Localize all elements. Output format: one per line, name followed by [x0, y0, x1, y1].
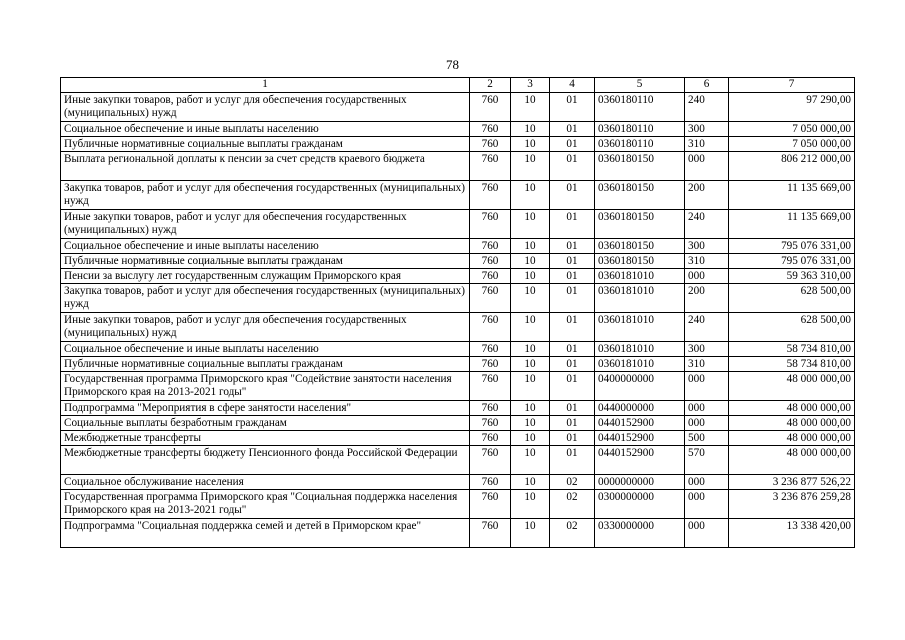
row-section-cell: 10 [511, 342, 550, 357]
row-subsection-cell: 01 [550, 342, 595, 357]
row-section-cell: 10 [511, 313, 550, 342]
table-row [61, 401, 855, 416]
row-expense-type-cell: 240 [685, 210, 729, 239]
row-section-cell: 10 [511, 269, 550, 284]
column-header: 3 [511, 78, 550, 93]
row-code-cell: 760 [470, 137, 511, 152]
row-section-cell: 10 [511, 416, 550, 431]
table-row [61, 431, 855, 446]
row-expense-type-cell: 200 [685, 181, 729, 210]
row-subsection-cell: 02 [550, 475, 595, 490]
table-row [61, 122, 855, 137]
row-section-cell: 10 [511, 152, 550, 181]
row-section-cell: 10 [511, 181, 550, 210]
row-amount-cell: 3 236 877 526,22 [729, 475, 855, 490]
row-section-cell: 10 [511, 210, 550, 239]
row-target-article-cell: 0360180150 [595, 152, 685, 181]
row-target-article-cell: 0360181010 [595, 357, 685, 372]
table-row [61, 372, 855, 401]
row-code-cell: 760 [470, 446, 511, 475]
row-expense-type-cell: 240 [685, 313, 729, 342]
row-target-article-cell: 0360181010 [595, 313, 685, 342]
row-subsection-cell: 01 [550, 357, 595, 372]
row-subsection-cell: 01 [550, 254, 595, 269]
row-expense-type-cell: 300 [685, 342, 729, 357]
row-code-cell: 760 [470, 342, 511, 357]
row-amount-cell: 795 076 331,00 [729, 254, 855, 269]
row-name-cell: Государственная программа Приморского края "Социальная поддержка населения Приморского края на 2013-2021 годы" [61, 490, 470, 519]
row-section-cell: 10 [511, 239, 550, 254]
row-subsection-cell: 01 [550, 313, 595, 342]
row-expense-type-cell: 500 [685, 431, 729, 446]
row-section-cell: 10 [511, 431, 550, 446]
row-subsection-cell: 01 [550, 446, 595, 475]
row-expense-type-cell: 000 [685, 152, 729, 181]
table-body [61, 78, 855, 548]
row-name-cell: Публичные нормативные социальные выплаты гражданам [61, 137, 470, 152]
row-target-article-cell: 0440000000 [595, 401, 685, 416]
row-name-cell: Социальное обеспечение и иные выплаты населению [61, 239, 470, 254]
row-code-cell: 760 [470, 401, 511, 416]
row-amount-cell: 48 000 000,00 [729, 431, 855, 446]
row-name-cell: Закупка товаров, работ и услуг для обеспечения государственных (муниципальных) нужд [61, 181, 470, 210]
row-name-cell: Межбюджетные трансферты бюджету Пенсионного фонда Российской Федерации [61, 446, 470, 475]
table-row [61, 342, 855, 357]
row-subsection-cell: 01 [550, 181, 595, 210]
row-code-cell: 760 [470, 357, 511, 372]
row-subsection-cell: 01 [550, 269, 595, 284]
row-subsection-cell: 01 [550, 372, 595, 401]
row-expense-type-cell: 000 [685, 416, 729, 431]
row-code-cell: 760 [470, 181, 511, 210]
row-code-cell: 760 [470, 475, 511, 490]
row-name-cell: Публичные нормативные социальные выплаты гражданам [61, 254, 470, 269]
row-expense-type-cell: 300 [685, 239, 729, 254]
row-code-cell: 760 [470, 269, 511, 284]
row-section-cell: 10 [511, 93, 550, 122]
row-code-cell: 760 [470, 313, 511, 342]
row-code-cell: 760 [470, 239, 511, 254]
row-section-cell: 10 [511, 372, 550, 401]
row-name-cell: Пенсии за выслугу лет государственным служащим Приморского края [61, 269, 470, 284]
row-expense-type-cell: 000 [685, 519, 729, 548]
row-target-article-cell: 0360181010 [595, 269, 685, 284]
row-section-cell: 10 [511, 446, 550, 475]
column-header: 5 [595, 78, 685, 93]
row-amount-cell: 58 734 810,00 [729, 342, 855, 357]
row-code-cell: 760 [470, 416, 511, 431]
row-name-cell: Иные закупки товаров, работ и услуг для обеспечения государственных (муниципальных) нужд [61, 93, 470, 122]
table-row [61, 416, 855, 431]
row-expense-type-cell: 300 [685, 122, 729, 137]
row-amount-cell: 58 734 810,00 [729, 357, 855, 372]
row-target-article-cell: 0000000000 [595, 475, 685, 490]
row-code-cell: 760 [470, 519, 511, 548]
row-section-cell: 10 [511, 122, 550, 137]
row-section-cell: 10 [511, 284, 550, 313]
row-amount-cell: 795 076 331,00 [729, 239, 855, 254]
row-name-cell: Государственная программа Приморского края "Содействие занятости населения Приморского края на 2013-2021 годы" [61, 372, 470, 401]
row-code-cell: 760 [470, 122, 511, 137]
row-amount-cell: 11 135 669,00 [729, 210, 855, 239]
row-name-cell: Публичные нормативные социальные выплаты гражданам [61, 357, 470, 372]
row-amount-cell: 11 135 669,00 [729, 181, 855, 210]
row-name-cell: Социальные выплаты безработным гражданам [61, 416, 470, 431]
table-row [61, 357, 855, 372]
row-subsection-cell: 01 [550, 284, 595, 313]
table-row [61, 152, 855, 181]
row-subsection-cell: 01 [550, 93, 595, 122]
row-subsection-cell: 01 [550, 431, 595, 446]
row-subsection-cell: 01 [550, 401, 595, 416]
row-code-cell: 760 [470, 431, 511, 446]
row-target-article-cell: 0360181010 [595, 342, 685, 357]
row-name-cell: Закупка товаров, работ и услуг для обеспечения государственных (муниципальных) нужд [61, 284, 470, 313]
row-amount-cell: 7 050 000,00 [729, 122, 855, 137]
row-subsection-cell: 02 [550, 519, 595, 548]
row-section-cell: 10 [511, 254, 550, 269]
column-header: 1 [61, 78, 470, 93]
row-amount-cell: 48 000 000,00 [729, 446, 855, 475]
column-header: 2 [470, 78, 511, 93]
row-target-article-cell: 0360180110 [595, 122, 685, 137]
row-expense-type-cell: 000 [685, 490, 729, 519]
row-target-article-cell: 0330000000 [595, 519, 685, 548]
row-code-cell: 760 [470, 254, 511, 269]
table-row [61, 93, 855, 122]
row-amount-cell: 806 212 000,00 [729, 152, 855, 181]
row-subsection-cell: 01 [550, 416, 595, 431]
row-amount-cell: 7 050 000,00 [729, 137, 855, 152]
row-code-cell: 760 [470, 152, 511, 181]
row-target-article-cell: 0360181010 [595, 284, 685, 313]
row-code-cell: 760 [470, 372, 511, 401]
row-section-cell: 10 [511, 401, 550, 416]
table-row [61, 519, 855, 548]
table-row [61, 254, 855, 269]
row-name-cell: Иные закупки товаров, работ и услуг для обеспечения государственных (муниципальных) нужд [61, 210, 470, 239]
row-target-article-cell: 0400000000 [595, 372, 685, 401]
table-row [61, 181, 855, 210]
row-expense-type-cell: 000 [685, 401, 729, 416]
row-name-cell: Межбюджетные трансферты [61, 431, 470, 446]
row-target-article-cell: 0360180150 [595, 210, 685, 239]
table-row [61, 475, 855, 490]
row-expense-type-cell: 000 [685, 372, 729, 401]
page-number: 78 [446, 57, 459, 72]
row-target-article-cell: 0440152900 [595, 416, 685, 431]
table-row [61, 239, 855, 254]
row-amount-cell: 3 236 876 259,28 [729, 490, 855, 519]
row-code-cell: 760 [470, 210, 511, 239]
column-header: 6 [685, 78, 729, 93]
table-row [61, 284, 855, 313]
row-amount-cell: 13 338 420,00 [729, 519, 855, 548]
row-section-cell: 10 [511, 519, 550, 548]
table-row [61, 446, 855, 475]
row-code-cell: 760 [470, 490, 511, 519]
row-expense-type-cell: 200 [685, 284, 729, 313]
row-code-cell: 760 [470, 93, 511, 122]
row-name-cell: Подпрограмма "Мероприятия в сфере занятости населения" [61, 401, 470, 416]
row-amount-cell: 48 000 000,00 [729, 401, 855, 416]
table-row [61, 313, 855, 342]
row-amount-cell: 628 500,00 [729, 284, 855, 313]
row-subsection-cell: 01 [550, 122, 595, 137]
row-target-article-cell: 0440152900 [595, 446, 685, 475]
row-target-article-cell: 0440152900 [595, 431, 685, 446]
table-row [61, 269, 855, 284]
row-subsection-cell: 01 [550, 137, 595, 152]
row-section-cell: 10 [511, 357, 550, 372]
row-target-article-cell: 0360180110 [595, 137, 685, 152]
row-subsection-cell: 01 [550, 152, 595, 181]
table-header-row [61, 78, 855, 93]
table-row [61, 490, 855, 519]
row-expense-type-cell: 310 [685, 357, 729, 372]
row-code-cell: 760 [470, 284, 511, 313]
row-target-article-cell: 0360180110 [595, 93, 685, 122]
row-expense-type-cell: 000 [685, 269, 729, 284]
row-expense-type-cell: 000 [685, 475, 729, 490]
row-subsection-cell: 02 [550, 490, 595, 519]
row-name-cell: Социальное обеспечение и иные выплаты населению [61, 122, 470, 137]
row-subsection-cell: 01 [550, 239, 595, 254]
row-expense-type-cell: 240 [685, 93, 729, 122]
budget-table [60, 77, 855, 548]
row-name-cell: Социальное обслуживание населения [61, 475, 470, 490]
row-target-article-cell: 0360180150 [595, 181, 685, 210]
row-amount-cell: 48 000 000,00 [729, 372, 855, 401]
row-section-cell: 10 [511, 490, 550, 519]
row-amount-cell: 97 290,00 [729, 93, 855, 122]
row-name-cell: Иные закупки товаров, работ и услуг для обеспечения государственных (муниципальных) нужд [61, 313, 470, 342]
column-header: 7 [729, 78, 855, 93]
row-name-cell: Выплата региональной доплаты к пенсии за счет средств краевого бюджета [61, 152, 470, 181]
row-expense-type-cell: 310 [685, 254, 729, 269]
row-name-cell: Социальное обеспечение и иные выплаты населению [61, 342, 470, 357]
row-name-cell: Подпрограмма "Социальная поддержка семей и детей в Приморском крае" [61, 519, 470, 548]
column-header: 4 [550, 78, 595, 93]
row-amount-cell: 59 363 310,00 [729, 269, 855, 284]
row-subsection-cell: 01 [550, 210, 595, 239]
row-target-article-cell: 0360180150 [595, 239, 685, 254]
row-section-cell: 10 [511, 137, 550, 152]
row-expense-type-cell: 310 [685, 137, 729, 152]
row-target-article-cell: 0300000000 [595, 490, 685, 519]
row-amount-cell: 48 000 000,00 [729, 416, 855, 431]
table-row [61, 210, 855, 239]
row-target-article-cell: 0360180150 [595, 254, 685, 269]
table-row [61, 137, 855, 152]
row-section-cell: 10 [511, 475, 550, 490]
row-amount-cell: 628 500,00 [729, 313, 855, 342]
row-expense-type-cell: 570 [685, 446, 729, 475]
